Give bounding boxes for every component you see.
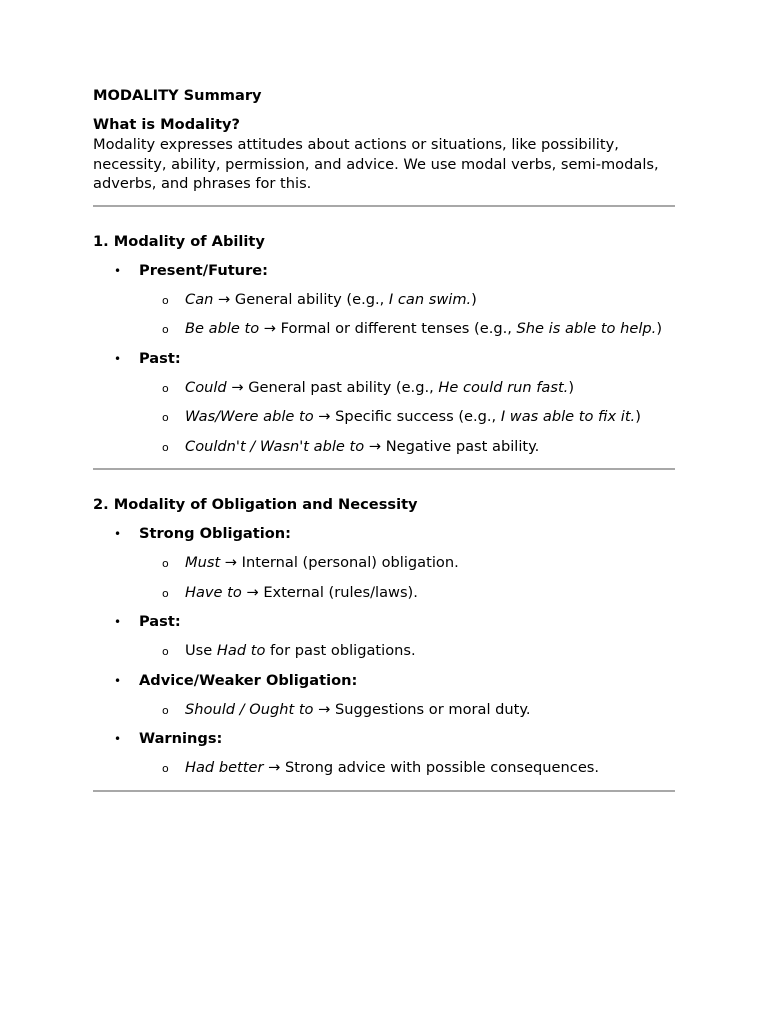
circle-bullet-icon: o (162, 323, 169, 336)
item-text: → Strong advice with possible consequences. (263, 759, 600, 776)
sub-list (139, 758, 675, 779)
section-title-ability: 1. Modality of Ability (93, 232, 265, 250)
item-text: → General past ability (e.g., (226, 378, 439, 396)
modal-term: Be able to (185, 320, 260, 337)
example-text: He could run fast. (438, 378, 569, 396)
modal-term: Had to (216, 642, 266, 659)
modal-term: Can (185, 290, 214, 308)
ability-list (93, 261, 675, 458)
group-label: Present/Future: (139, 261, 268, 279)
list-item (139, 758, 675, 779)
circle-bullet-icon: o (162, 440, 169, 454)
item-text: → Internal (personal) obligation. (220, 554, 459, 571)
document-title: MODALITY Summary (93, 87, 262, 104)
list-item (139, 290, 675, 311)
sub-list (139, 553, 675, 603)
list-item (93, 729, 675, 779)
intro-text: Modality expresses attitudes about actions or situations, like possibility, necessity, ability, permission, and advice. We use modal verbs, semi-modals, adverbs, and phrases for this. (93, 136, 659, 192)
sub-list (139, 290, 675, 340)
group-label: Advice/Weaker Obligation: (139, 671, 358, 689)
example-text: I can swim. (388, 290, 472, 308)
group-label: Past: (139, 613, 181, 630)
modal-term: Should / Ought to (185, 700, 314, 718)
example-text: She is able to help. (516, 320, 657, 337)
bullet-icon: • (114, 615, 122, 629)
circle-bullet-icon: o (162, 411, 169, 424)
item-tail: ) (568, 378, 575, 396)
group-label: Past: (139, 349, 181, 367)
modal-term: Had better (185, 759, 264, 776)
item-text: → External (rules/laws). (241, 583, 418, 601)
item-text: → Specific success (e.g., (313, 408, 501, 425)
circle-bullet-icon: o (162, 586, 169, 600)
intro-heading: What is Modality? (93, 116, 240, 133)
item-tail: ) (656, 320, 663, 337)
modal-term: Have to (185, 583, 242, 601)
group-label: Strong Obligation: (139, 525, 292, 542)
sub-list (139, 641, 675, 662)
circle-bullet-icon: o (162, 762, 169, 775)
modal-term: Was/Were able to (185, 408, 314, 425)
obligation-list (93, 524, 675, 779)
modal-term: Couldn't / Wasn't able to (185, 437, 365, 455)
list-item (93, 349, 675, 458)
list-item (139, 407, 675, 428)
list-item (139, 583, 675, 604)
list-item (93, 524, 675, 603)
section-title-obligation: 2. Modality of Obligation and Necessity (93, 496, 418, 513)
list-item (139, 641, 675, 662)
bullet-icon: • (114, 263, 122, 278)
circle-bullet-icon: o (162, 703, 169, 717)
circle-bullet-icon: o (162, 293, 169, 307)
bullet-icon: • (114, 351, 122, 366)
circle-bullet-icon: o (162, 381, 169, 395)
list-item (139, 700, 675, 721)
circle-bullet-icon: o (162, 557, 169, 570)
list-item (139, 319, 675, 340)
item-tail: ) (635, 408, 641, 425)
item-text: → General ability (e.g., (213, 290, 389, 308)
list-item (139, 437, 675, 458)
bullet-icon: • (114, 527, 122, 541)
divider (93, 790, 675, 792)
item-text: for past obligations. (265, 642, 416, 659)
list-item (93, 261, 675, 340)
group-label: Warnings: (139, 730, 223, 747)
item-tail: ) (471, 290, 477, 308)
sub-list (139, 700, 675, 721)
divider (93, 205, 675, 207)
item-text: → Formal or different tenses (e.g., (259, 320, 517, 337)
list-item (93, 612, 675, 662)
sub-list (139, 378, 675, 458)
divider (93, 468, 675, 470)
bullet-icon: • (114, 673, 122, 688)
item-text: → Negative past ability. (364, 437, 540, 455)
circle-bullet-icon: o (162, 645, 169, 658)
bullet-icon: • (114, 732, 122, 746)
item-text: → Suggestions or moral duty. (313, 700, 531, 718)
document-page (93, 86, 675, 792)
modal-term: Must (185, 554, 221, 571)
item-prefix: Use (185, 642, 217, 659)
list-item (93, 671, 675, 721)
list-item (139, 553, 675, 574)
modal-term: Could (185, 378, 227, 396)
list-item (139, 378, 675, 399)
example-text: I was able to fix it. (500, 408, 636, 425)
